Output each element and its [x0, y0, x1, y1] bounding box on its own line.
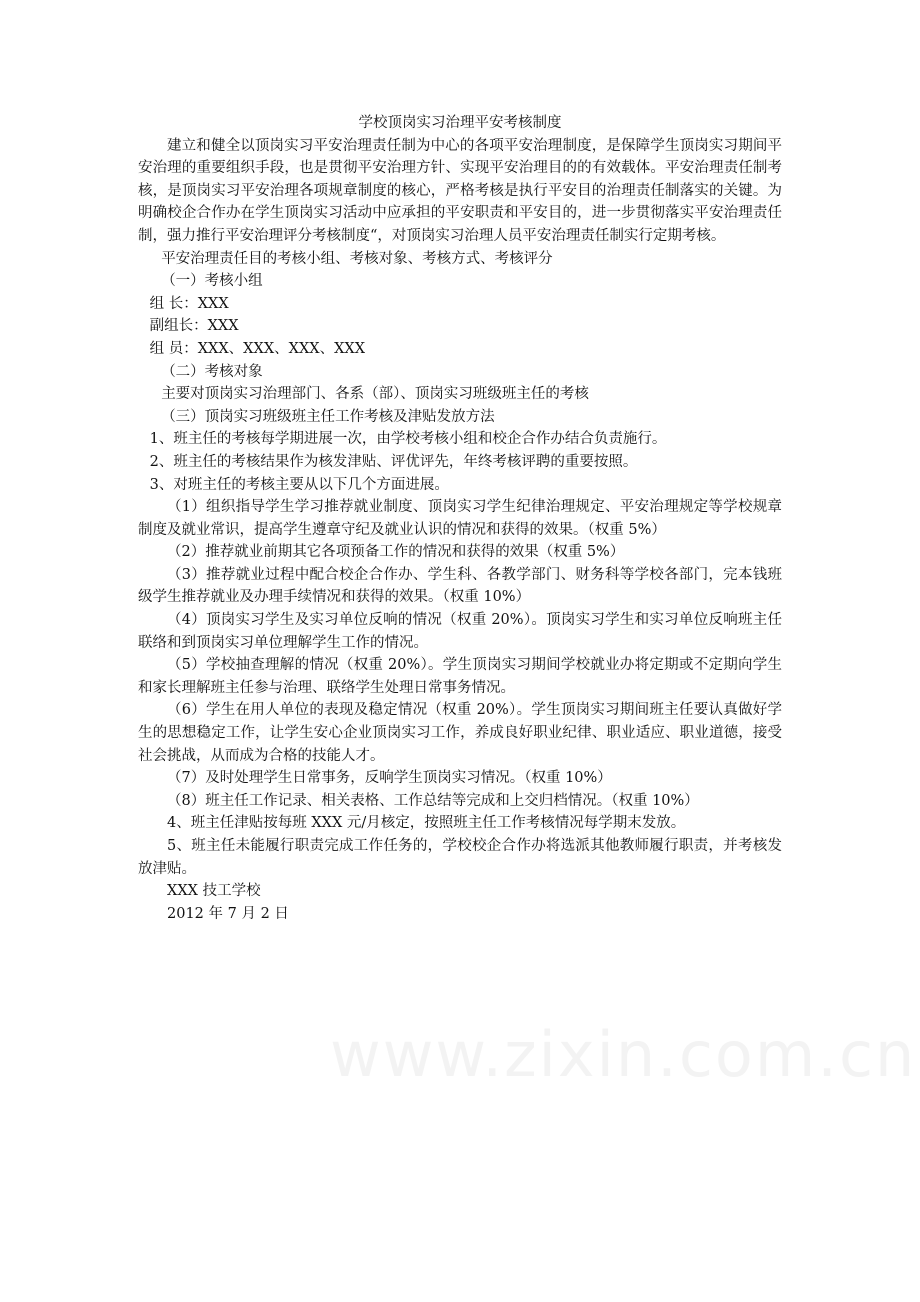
- intro-paragraph: 建立和健全以顶岗实习平安治理责任制为中心的各项平安治理制度，是保障学生顶岗实习期间平安治理的重要组织手段，也是贯彻平安治理方针、实现平安治理目的的有效载体。平安治理责任制考核，是顶岗实习平安治理各项规章制度的核心，严格考核是执行平安目的治理责任制落实的关键。为明确校企合作办在学生顶岗实习活动中应承担的平安职责和平安目的，进一步贯彻落实平安治理责任制，强力推行平安治理评分考核制度“，对顶岗实习治理人员平安治理责任制实行定期考核。: [138, 137, 782, 244]
- sub-item-8: （8）班主任工作记录、相关表格、工作总结等完成和上交归档情况。（权重 10%）: [167, 792, 699, 809]
- group-heading: （一）考核小组: [161, 273, 263, 290]
- watermark: www.zixin.com.cn: [330, 1018, 917, 1091]
- list-item-3: 3、对班主任的考核主要从以下几个方面进展。: [149, 476, 449, 493]
- sub-item-3: （3）推荐就业过程中配合校企合作办、学生科、各教学部门、财务科等学校各部门，完本钱班级学生推荐就业及办理手续情况和获得的效果。（权重 10%）: [138, 566, 782, 606]
- method-heading: （三）顶岗实习班级班主任工作考核及津贴发放方法: [161, 408, 495, 425]
- sub-item-2: （2）推荐就业前期其它各项预备工作的情况和获得的效果（权重 5%）: [167, 544, 625, 561]
- section-heading: 平安治理责任目的考核小组、考核对象、考核方式、考核评分: [161, 250, 553, 267]
- list-item-1: 1、班主任的考核每学期进展一次，由学校考核小组和校企合作办结合负责施行。: [149, 431, 667, 448]
- group-leader: 组 长：XXX: [149, 295, 229, 312]
- sub-item-5: （5）学校抽查理解的情况（权重 20%）。学生顶岗实习期间学校就业办将定期或不定期向学生和家长理解班主任参与治理、联络学生处理日常事务情况。: [138, 657, 782, 696]
- sub-item-4: （4）顶岗实习学生及实习单位反响的情况（权重 20%）。顶岗实习学生和实习单位反响班主任联络和到顶岗实习单位理解学生工作的情况。: [138, 612, 782, 651]
- sub-item-7: （7）及时处理学生日常事务，反响学生顶岗实习情况。（权重 10%）: [167, 770, 612, 787]
- list-item-2: 2、班主任的考核结果作为核发津贴、评优评先，年终考核评聘的重要按照。: [149, 453, 638, 470]
- signature: XXX 技工学校: [167, 883, 261, 900]
- group-members: 组 员：XXX、XXX、XXX、XXX: [149, 340, 366, 357]
- date: 2012 年 7 月 2 日: [167, 905, 289, 922]
- sub-item-1: （1）组织指导学生学习推荐就业制度、顶岗实习学生纪律治理规定、平安治理规定等学校规章制度及就业常识，提高学生遵章守纪及就业认识的情况和获得的效果。（权重 5%）: [138, 499, 782, 538]
- group-deputy: 副组长：XXX: [149, 318, 239, 335]
- document-title: 学校顶岗实习治理平安考核制度: [358, 115, 562, 131]
- target-heading: （二）考核对象: [161, 363, 263, 380]
- document-body: [138, 112, 782, 925]
- list-item-4: 4、班主任津贴按每班 XXX 元/月核定，按照班主任工作考核情况每学期末发放。: [167, 815, 686, 832]
- list-item-5: 5、班主任未能履行职责完成工作任务的，学校校企合作办将选派其他教师履行职责，并考核发放津贴。: [138, 838, 782, 877]
- sub-item-6: （6）学生在用人单位的表现及稳定情况（权重 20%）。学生顶岗实习期间班主任要认真做好学生的思想稳定工作，让学生安心企业顶岗实习工作，养成良好职业纪律、职业适应、职业道德，接受社会挑战，从而成为合格的技能人才。: [138, 702, 782, 764]
- target-text: 主要对顶岗实习治理部门、各系（部）、顶岗实习班级班主任的考核: [161, 386, 589, 403]
